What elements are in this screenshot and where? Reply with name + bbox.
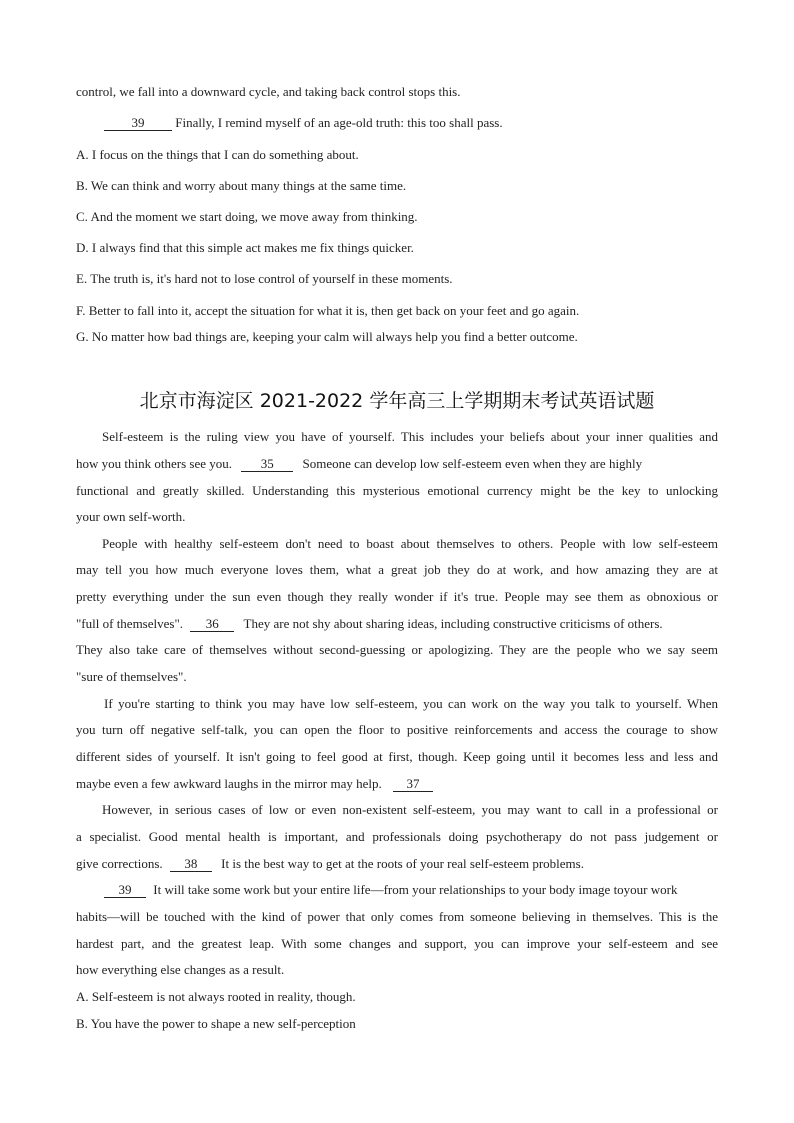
p3-line: you turn off negative self-talk, you can open the floor to positive reinforcements and access the courage to show [76,722,718,737]
p1-line-blank-35: how you think others see you. 35 Someone can develop low self-esteem even when they are highly [76,456,643,471]
answer-blank-39[interactable]: 39 [104,883,146,898]
prev-option-e: E. The truth is, it's hard not to lose control of yourself in these moments. [76,271,453,286]
p2-line-blank-36: "full of themselves". 36 They are not shy about sharing ideas, including constructive criticisms of others. [76,616,663,631]
p1-line: functional and greatly skilled. Understanding this mysterious emotional currency might be the key to unlocking [76,483,718,498]
p3-line: If you're starting to think you may have low self-esteem, you can work on the way you talk to yourself. When [104,696,718,711]
p5-line: how everything else changes as a result. [76,962,285,977]
option-b: B. You have the power to shape a new self-perception [76,1016,356,1031]
prev-option-d: D. I always find that this simple act makes me fix things quicker. [76,240,414,255]
p5-line-blank-39: 39 It will take some work but your entire life—from your relationships to your body image toyour work [76,882,718,898]
p3-line-blank-37: maybe even a few awkward laughs in the mirror may help. 37 [76,776,718,792]
p2-line: "sure of themselves". [76,669,187,684]
prev-option-a: A. I focus on the things that I can do something about. [76,147,359,162]
prev-option-f: F. Better to fall into it, accept the situation for what it is, then get back on your feet and go again. [76,303,580,318]
p4-line: a specialist. Good mental health is important, and professionals doing psychotherapy do not pass judgement or [76,829,718,844]
p4-line: However, in serious cases of low or even non-existent self-esteem, you may want to call in a professional or [102,802,718,817]
p5-line: habits—will be touched with the kind of power that only comes from someone believing in themselves. This is the [76,909,718,924]
p2-line: People with healthy self-esteem don't need to boast about themselves to others. People with low self-esteem [102,536,718,551]
prev-question-39-text: Finally, I remind myself of an age-old truth: this too shall pass. [175,115,503,130]
p1-line: your own self-worth. [76,509,186,524]
prev-option-c: C. And the moment we start doing, we move away from thinking. [76,209,418,224]
answer-blank-38[interactable]: 38 [170,857,212,872]
p3-line: different sides of yourself. It isn't going to feel good at first, though. Keep going until it becomes less and less and [76,749,718,764]
p5-line: hardest part, and the greatest leap. With some changes and support, you can improve your self-esteem and see [76,936,718,951]
answer-blank-39-prev[interactable]: 39 [104,116,172,131]
p1-line: Self-esteem is the ruling view you have of yourself. This includes your beliefs about your inner qualities and [102,429,718,444]
option-a: A. Self-esteem is not always rooted in reality, though. [76,989,356,1004]
prev-question-39 [76,115,718,131]
prev-option-b: B. We can think and worry about many things at the same time. [76,178,407,193]
prev-paragraph-line: control, we fall into a downward cycle, and taking back control stops this. [76,84,461,99]
p2-line: pretty everything under the sun even though they really wonder if it's true. People may see them as obnoxious or [76,589,718,604]
prev-option-g: G. No matter how bad things are, keeping your calm will always help you find a better outcome. [76,329,578,344]
answer-blank-37[interactable]: 37 [393,777,433,792]
p2-line: They also take care of themselves without second-guessing or apologizing. They are the people who we say seem [76,642,718,657]
answer-blank-35[interactable]: 35 [241,457,293,472]
p4-line-blank-38: give corrections. 38 It is the best way to get at the roots of your real self-esteem problems. [76,856,584,871]
p2-line: may tell you how much everyone loves them, what a great job they do at work, and how amazing they are at [76,562,718,577]
answer-blank-36[interactable]: 36 [190,617,234,632]
section-title: 北京市海淀区 2021-2022 学年高三上学期期末考试英语试题 [139,390,655,412]
